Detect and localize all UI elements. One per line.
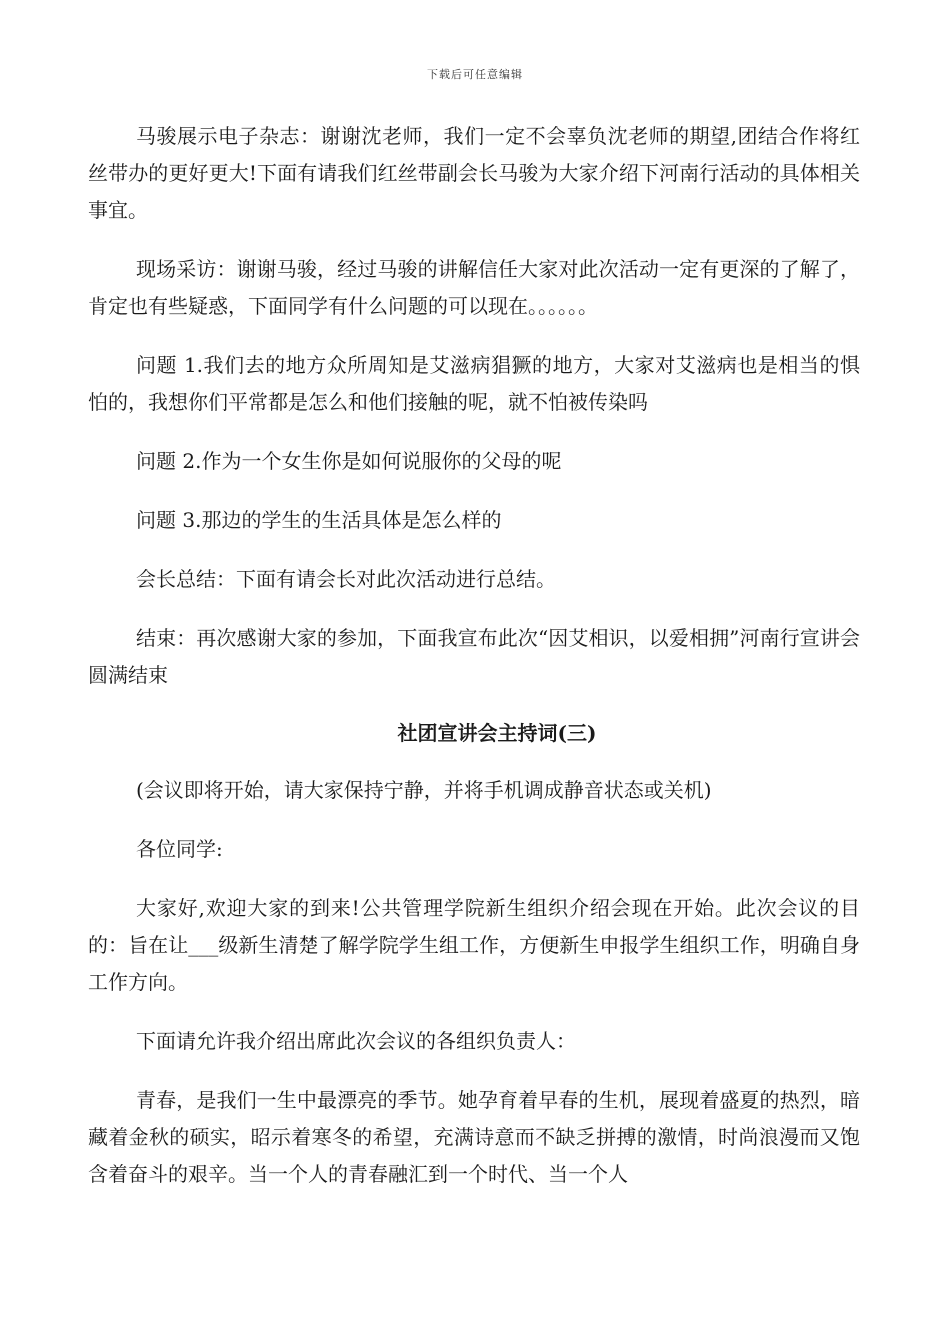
paragraph-question-1: 问题 1.我们去的地方众所周知是艾滋病猖獗的地方，大家对艾滋病也是相当的惧怕的，我想你们平常都是怎么和他们接触的呢，就不怕被传染吗 [88,353,860,414]
paragraph-live-interview: 现场采访：谢谢马骏，经过马骏的讲解信任大家对此次活动一定有更深的了解了，肯定也有些疑惑，下面同学有什么问题的可以现在。。。。。。 [88,257,860,318]
paragraph-question-3: 问题 3.那边的学生的生活具体是怎么样的 [136,508,502,532]
section-title: 社团宣讲会主持词(三) [397,721,597,745]
paragraph-meeting-notice: (会议即将开始，请大家保持宁静，并将手机调成静音状态或关机) [136,778,712,802]
paragraph-greeting: 各位同学: [136,837,223,861]
paragraph-welcome: 大家好,欢迎大家的到来!公共管理学院新生组织介绍会现在开始。此次会议的目的：旨在让___级新生清楚了解学院学生组工作，方便新生申报学生组织工作，明确自身工作方向。 [88,896,860,994]
paragraph-ma-jun-magazine: 马骏展示电子杂志：谢谢沈老师，我们一定不会辜负沈老师的期望,团结合作将红丝带办的更好更大!下面有请我们红丝带副会长马骏为大家介绍下河南行活动的具体相关事宜。 [88,124,860,222]
header-note: 下载后可任意编辑 [427,68,523,81]
paragraph-question-2: 问题 2.作为一个女生你是如何说服你的父母的呢 [136,449,562,473]
paragraph-closing: 结束：再次感谢大家的参加，下面我宣布此次“因艾相识，以爱相拥”河南行宣讲会圆满结束 [88,626,860,687]
paragraph-youth: 青春，是我们一生中最漂亮的季节。她孕育着早春的生机，展现着盛夏的热烈，暗藏着金秋的硕实，昭示着寒冬的希望，充满诗意而不缺乏拼搏的激情，时尚浪漫而又饱含着奋斗的艰辛。当一个人的青春融汇到一个时代、当一个人 [88,1088,860,1186]
paragraph-introduce-leaders: 下面请允许我介绍出席此次会议的各组织负责人： [136,1029,576,1053]
paragraph-president-summary: 会长总结：下面有请会长对此次活动进行总结。 [136,567,556,591]
document-body [88,118,860,1215]
